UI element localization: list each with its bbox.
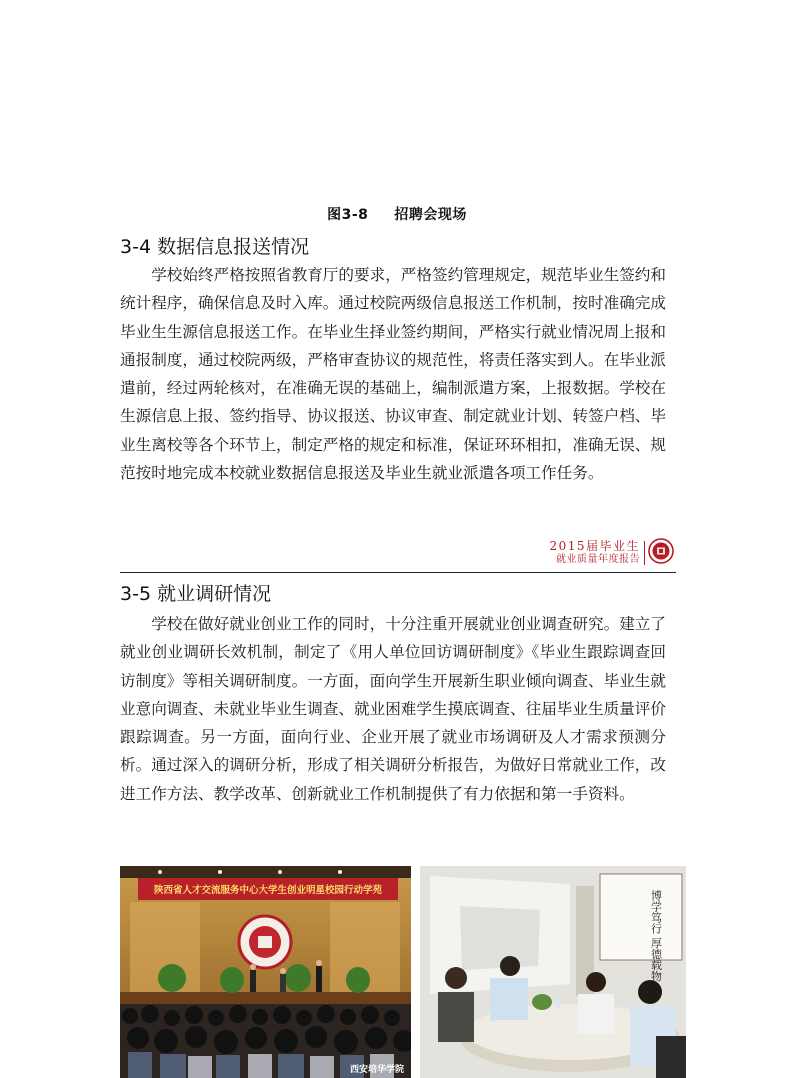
figure-caption [0,204,794,224]
school-seal-icon [648,538,674,564]
section-heading-employment-research: 3-5 就业调研情况 [120,583,272,605]
calligraphy-text: 博学笃行 厚德载物 [649,890,663,982]
section-paragraph-employment-research: 学校在做好就业创业工作的同时，十分注重开展就业创业调查研究。建立了就业创业调研长效机制，制定了《用人单位回访调研制度》《毕业生跟踪调查回访制度》等相关调研制度。一方面，面向学生开展新生职业倾向调查、毕业生就业意向调查、未就业毕业生调查、就业困难学生摸底调查、往届毕业生质量评价跟踪调查。另一方面，面向行业、企业开展了就业市场调研及人才需求预测分析。通过深入的调研分析，形成了相关调研分析报告，为做好日常就业工作，改进工作方法、教学改革、创新就业工作机制提供了有力依据和第一手资料。 [120,615,666,803]
photo-watermark: 西安培华学院 [349,1065,404,1075]
photo-research-meeting [420,866,686,1078]
report-header-text [549,539,640,566]
report-header-year: 2015届毕业生 [549,539,640,553]
figure-title: 招聘会现场 [394,207,467,223]
header-rule [120,572,676,573]
section-heading-data-reporting: 3-4 数据信息报送情况 [120,236,310,258]
report-header-divider [644,541,645,565]
stage-banner-text: 陕西省人才交流服务中心大学生创业明星校园行动学苑 [153,885,383,896]
report-header-title: 就业质量年度报告 [556,554,640,565]
photo-career-fair-auditorium [120,866,411,1078]
figure-number: 图3-8 [327,207,369,223]
section-paragraph-data-reporting: 学校始终严格按照省教育厅的要求，严格签约管理规定，规范毕业生签约和统计程序，确保信息及时入库。通过校院两级信息报送工作机制，按时准确完成毕业生生源信息报送工作。在毕业生择业签约期间，严格实行就业情况周上报和通报制度，通过校院两级，严格审查协议的规范性，将责任落实到人。在毕业派遣前，经过两轮核对，在准确无误的基础上，编制派遣方案，上报数据。学校在生源信息上报、签约指导、协议报送、协议审查、制定就业计划、转签户档、毕业生离校等各个环节上，制定严格的规定和标准，保证环环相扣，准确无误、规范按时地完成本校就业数据信息报送及毕业生就业派遣各项工作任务。 [120,266,666,483]
report-header [540,537,676,567]
